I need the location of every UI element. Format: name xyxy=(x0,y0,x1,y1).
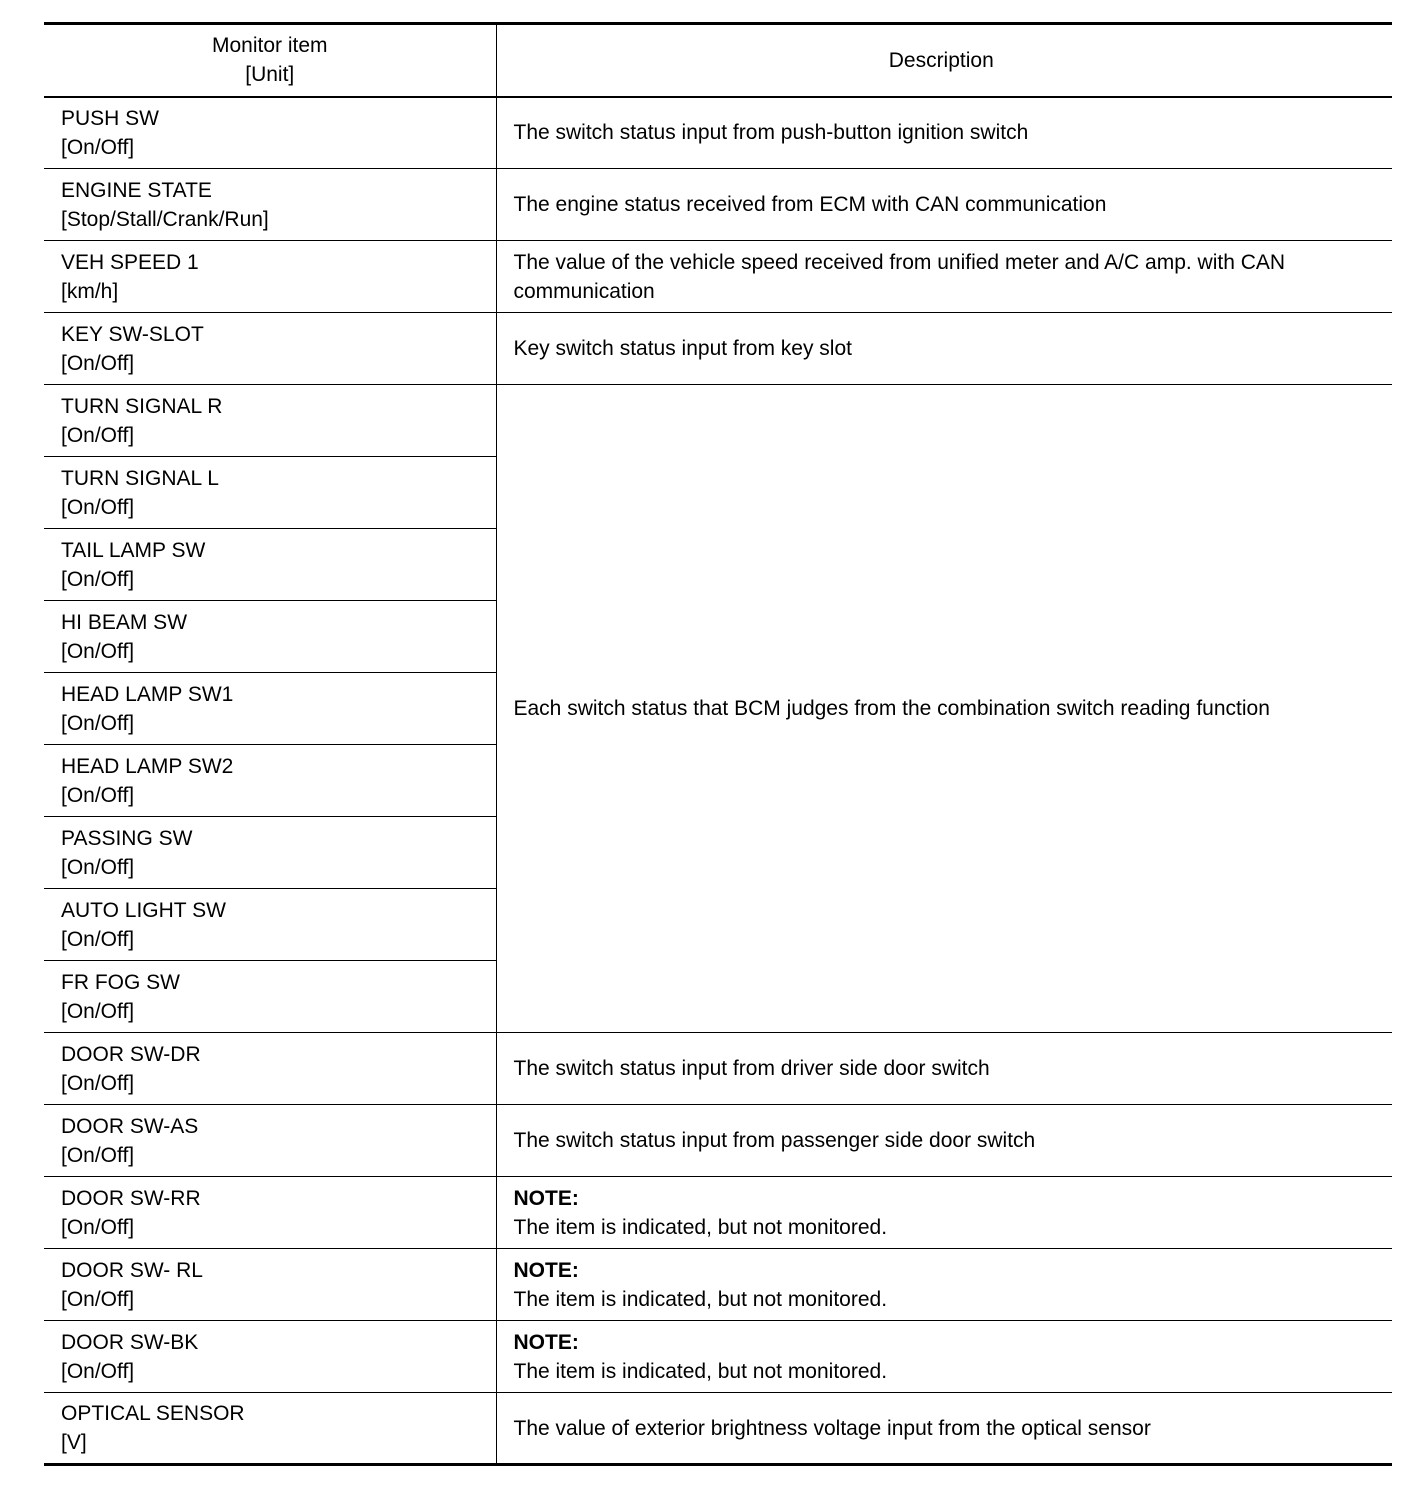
item-unit: [V] xyxy=(61,1431,87,1454)
item-name: DOOR SW-BK xyxy=(61,1330,199,1354)
item-unit: [On/Off] xyxy=(61,351,135,375)
item-cell xyxy=(44,169,496,241)
table-row xyxy=(44,1321,1392,1393)
item-name: VEH SPEED 1 xyxy=(61,250,199,274)
item-unit: [On/Off] xyxy=(61,639,135,663)
item-cell xyxy=(44,1393,496,1465)
note-label: NOTE: xyxy=(513,1330,579,1354)
item-cell xyxy=(44,457,496,529)
item-cell xyxy=(44,1105,496,1177)
table-row xyxy=(44,241,1392,313)
note-text: The item is indicated, but not monitored. xyxy=(513,1215,888,1239)
table-row xyxy=(44,97,1392,169)
item-name: HI BEAM SW xyxy=(61,610,188,634)
note-text: The item is indicated, but not monitored. xyxy=(513,1359,888,1383)
item-unit: [On/Off] xyxy=(61,495,135,519)
item-name: FR FOG SW xyxy=(61,970,180,994)
description-cell: The switch status input from driver side door switch xyxy=(496,1033,1392,1105)
item-unit: [On/Off] xyxy=(61,999,135,1023)
item-cell xyxy=(44,889,496,961)
item-unit: [On/Off] xyxy=(61,1359,135,1383)
item-cell xyxy=(44,601,496,673)
item-unit: [Stop/Stall/Crank/Run] xyxy=(61,207,269,231)
description-cell xyxy=(496,1321,1392,1393)
table-row xyxy=(44,1033,1392,1105)
item-cell xyxy=(44,1177,496,1249)
item-unit: [On/Off] xyxy=(61,1287,135,1311)
item-cell xyxy=(44,385,496,457)
item-name: ENGINE STATE xyxy=(61,178,212,202)
item-cell xyxy=(44,961,496,1033)
combined-description-cell: Each switch status that BCM judges from the combination switch reading function xyxy=(496,385,1392,1033)
item-unit: [On/Off] xyxy=(61,1143,135,1167)
item-unit: [On/Off] xyxy=(61,927,135,951)
description-cell: The engine status received from ECM with CAN communication xyxy=(496,169,1392,241)
item-unit: [On/Off] xyxy=(61,423,135,447)
item-cell xyxy=(44,1321,496,1393)
item-name: AUTO LIGHT SW xyxy=(61,898,226,922)
description-cell xyxy=(496,1249,1392,1321)
note-label: NOTE: xyxy=(513,1186,579,1210)
item-name: TAIL LAMP SW xyxy=(61,538,206,562)
item-name: TURN SIGNAL L xyxy=(61,466,219,490)
item-cell xyxy=(44,817,496,889)
item-unit: [On/Off] xyxy=(61,855,135,879)
item-unit: [On/Off] xyxy=(61,1215,135,1239)
header-description: Description xyxy=(496,24,1392,97)
item-unit: [On/Off] xyxy=(61,567,135,591)
description-cell xyxy=(496,1177,1392,1249)
item-name: HEAD LAMP SW1 xyxy=(61,682,234,706)
item-cell xyxy=(44,241,496,313)
header-item-label: Monitor item xyxy=(211,34,328,58)
item-cell xyxy=(44,1249,496,1321)
item-name: DOOR SW-AS xyxy=(61,1114,199,1138)
item-name: PUSH SW xyxy=(61,106,160,130)
description-cell: The value of the vehicle speed received from unified meter and A/C amp. with CAN communication xyxy=(496,241,1392,313)
item-name: DOOR SW-RR xyxy=(61,1186,201,1210)
header-unit-label: [Unit] xyxy=(245,63,295,87)
item-cell xyxy=(44,529,496,601)
description-cell: Key switch status input from key slot xyxy=(496,313,1392,385)
table-row xyxy=(44,1393,1392,1465)
item-unit: [km/h] xyxy=(61,279,119,303)
table-row xyxy=(44,313,1392,385)
item-unit: [On/Off] xyxy=(61,711,135,735)
item-name: KEY SW-SLOT xyxy=(61,322,204,346)
item-cell xyxy=(44,673,496,745)
item-cell xyxy=(44,1033,496,1105)
item-name: PASSING SW xyxy=(61,826,193,850)
table-header-row xyxy=(44,24,1392,97)
item-cell xyxy=(44,97,496,169)
table-row xyxy=(44,385,1392,457)
item-name: OPTICAL SENSOR xyxy=(61,1402,245,1425)
description-cell: The switch status input from passenger side door switch xyxy=(496,1105,1392,1177)
table-row xyxy=(44,169,1392,241)
item-cell xyxy=(44,313,496,385)
item-cell xyxy=(44,745,496,817)
header-monitor-item xyxy=(44,24,496,97)
description-cell: The switch status input from push-button ignition switch xyxy=(496,97,1392,169)
item-name: TURN SIGNAL R xyxy=(61,394,223,418)
item-unit: [On/Off] xyxy=(61,1071,135,1095)
note-text: The item is indicated, but not monitored. xyxy=(513,1287,888,1311)
table-row xyxy=(44,1249,1392,1321)
table-row xyxy=(44,1105,1392,1177)
item-name: HEAD LAMP SW2 xyxy=(61,754,234,778)
monitor-item-table xyxy=(44,22,1392,1466)
description-cell: The value of exterior brightness voltage input from the optical sensor xyxy=(496,1393,1392,1465)
item-name: DOOR SW-DR xyxy=(61,1042,201,1066)
note-label: NOTE: xyxy=(513,1258,579,1282)
item-unit: [On/Off] xyxy=(61,135,135,159)
table-row xyxy=(44,1177,1392,1249)
item-name: DOOR SW- RL xyxy=(61,1258,203,1282)
item-unit: [On/Off] xyxy=(61,783,135,807)
